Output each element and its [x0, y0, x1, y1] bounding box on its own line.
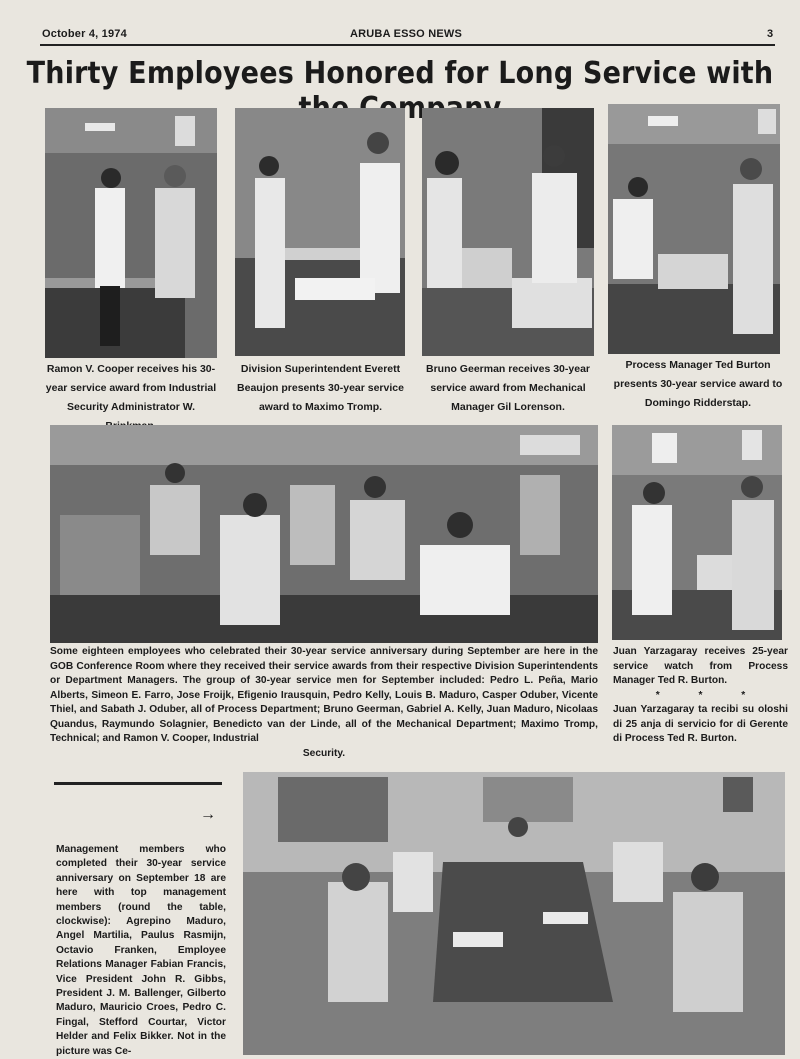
side-caption-separator: * * * [655, 689, 764, 701]
group-photo-caption [50, 645, 598, 761]
photo-1-caption: Ramon V. Cooper receives his 30-year service award from Industrial Security Administrator W. [45, 363, 217, 413]
issue-date: October 4, 1974 [42, 28, 127, 40]
publication-name: ARUBA ESSO NEWS [350, 28, 462, 40]
photo-geerman-award [422, 108, 594, 356]
header-rule [40, 44, 775, 46]
side-caption-papiamento: Juan Yarzagaray ta recibi su oloshi di 25 anja di servicio for di Gerente di Process Ted R. Burton. [613, 704, 788, 744]
management-caption: Management members who completed their 30-year service anniversary on September 18 are here with top management members (round the table, clockwise): Agrepino Maduro, Angel Martilia, Paulus Rasmijn, Octavio Franken, Employee Relations Manager Fabian Francis, Vice President John R. Gibbs, President J. M. Ballenger, Gilberto Maduro, Mauricio Croes, Pedro C. Fingal, Stefford Courtar, Victor Helder and Felix Bikker. Not in the picture was Ce- [56, 844, 226, 1057]
side-photo-caption [613, 645, 788, 747]
section-rule [54, 782, 222, 785]
photo-ridderstap-award [608, 104, 780, 354]
group-caption-last-line: Security. [302, 747, 346, 759]
group-caption-body: Some eighteen employees who celebrated their 30-year service anniversary during September are here in the GOB Conference Room where they received their service awards from their respective Division Superintendents or Department Managers. The group of 30-year service men for September included: Pedro L. Peña, Mario Alberts, Simeon E. Farro, Jose Froijk, Efigenio Irausquin, Pedro Kelly, Louis B. Maduro, Casper Oduber, Vicente Thiel, and Sabath J. Oduber, all of Process Department; Bruno Geerman, Gabriel A. Kelly, Juan Maduro, Nicolaas Quandus, Raymundo Solagnier, Benedicto van der Linde, all of the Mechanical Department; Maximo Tromp, Technical; and Ramon V. Cooper, Industrial [50, 646, 598, 744]
page-headline: Thirty Employees Honored for Long Service with [26, 56, 774, 91]
photo-2-caption: Division Superintendent Everett Beaujon presents 30-year service award to Maximo Tromp. [237, 363, 404, 413]
photo-3-caption: Bruno Geerman receives 30-year service award from Mechanical Manager Gil Lorenson. [425, 363, 590, 413]
photo-4-caption: Process Manager Ted Burton presents 30-year service award to Domingo Ridderstap. [613, 359, 783, 409]
page-number: 3 [767, 28, 774, 40]
arrow-right-icon: → [200, 806, 216, 823]
photo-tromp-award [235, 108, 405, 356]
side-caption-english: Juan Yarzagaray receives 25-year service watch from Process Manager Ted R. Burton. [613, 646, 788, 686]
photo-yarzagaray-award [612, 425, 782, 640]
photo-conference-room-group [50, 425, 598, 643]
photo-management-table [243, 772, 785, 1055]
photo-cooper-award [45, 108, 217, 358]
